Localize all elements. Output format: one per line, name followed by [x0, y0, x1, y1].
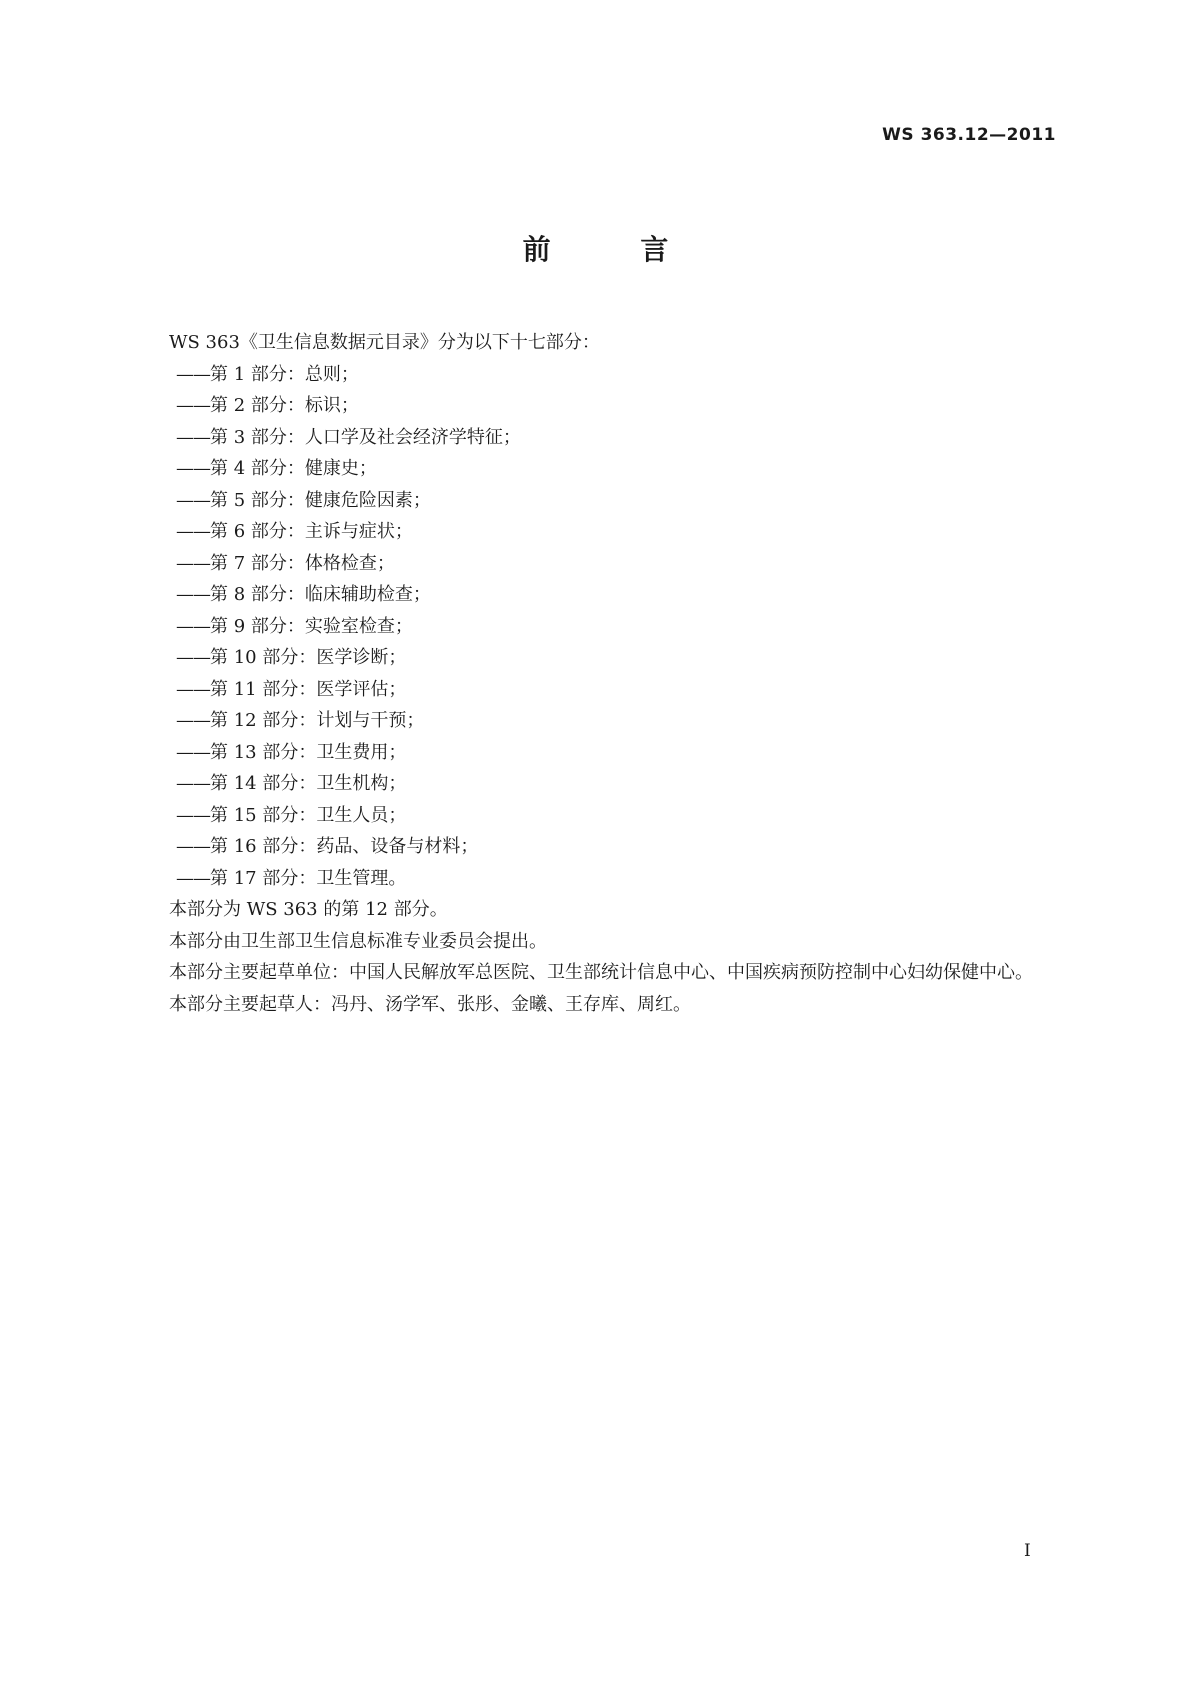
body-paragraph: 本部分由卫生部卫生信息标准专业委员会提出。 — [169, 930, 547, 952]
list-item-text: 第 11 部分：医学评估； — [210, 678, 407, 700]
list-item — [133, 705, 1058, 737]
list-item — [133, 768, 1058, 800]
body-paragraph: 本部分主要起草人：冯丹、汤学军、张彤、金曦、王存库、周红。 — [169, 993, 691, 1015]
list-item-text: 第 17 部分：卫生管理。 — [210, 867, 407, 889]
body-paragraph: 本部分主要起草单位：中国人民解放军总医院、卫生部统计信息中心、中国疾病预防控制中心妇幼保健中心。 — [169, 962, 1033, 983]
list-item — [133, 516, 1058, 548]
list-item-text: 第 7 部分：体格检查； — [210, 552, 395, 574]
list-dash: —— — [176, 552, 210, 574]
list-dash: —— — [176, 773, 210, 794]
standard-code: WS 363.12—2011 — [882, 125, 1056, 145]
list-dash: —— — [176, 615, 210, 637]
list-dash: —— — [176, 458, 210, 479]
intro-paragraph: WS 363《卫生信息数据元目录》分为以下十七部分： — [169, 332, 600, 353]
list-item — [133, 642, 1058, 674]
list-item-text: 第 2 部分：标识； — [210, 395, 359, 416]
document-body — [133, 327, 1058, 1020]
list-dash: —— — [176, 741, 210, 763]
list-item — [133, 674, 1058, 706]
list-item-text: 第 12 部分：计划与干预； — [210, 710, 425, 731]
list-dash: —— — [176, 395, 210, 416]
list-item — [133, 548, 1058, 580]
list-item-text: 第 5 部分：健康危险因素； — [210, 489, 431, 511]
list-item — [133, 863, 1058, 895]
list-item — [133, 831, 1058, 863]
list-dash: —— — [176, 710, 210, 731]
list-item-text: 第 3 部分：人口学及社会经济学特征； — [210, 426, 521, 448]
list-item — [133, 453, 1058, 485]
list-item-text: 第 16 部分：药品、设备与材料； — [210, 836, 479, 857]
list-item-text: 第 9 部分：实验室检查； — [210, 615, 413, 637]
list-item-text: 第 4 部分：健康史； — [210, 458, 377, 479]
list-dash: —— — [176, 363, 210, 385]
parts-list — [133, 359, 1058, 895]
list-item-text: 第 13 部分：卫生费用； — [210, 741, 407, 763]
body-paragraph: 本部分为 WS 363 的第 12 部分。 — [169, 899, 448, 920]
list-item-text: 第 8 部分：临床辅助检查； — [210, 584, 431, 605]
list-dash: —— — [176, 521, 210, 542]
list-item — [133, 579, 1058, 611]
page-number: I — [1024, 1541, 1031, 1561]
list-item — [133, 611, 1058, 643]
list-item-text: 第 10 部分：医学诊断； — [210, 647, 407, 668]
list-dash: —— — [176, 426, 210, 448]
list-item — [133, 359, 1058, 391]
list-dash: —— — [176, 804, 210, 826]
list-item-text: 第 6 部分：主诉与症状； — [210, 521, 413, 542]
list-item-text: 第 1 部分：总则； — [210, 363, 359, 385]
list-dash: —— — [176, 584, 210, 605]
list-item — [133, 800, 1058, 832]
list-item — [133, 422, 1058, 454]
list-dash: —— — [176, 867, 210, 889]
list-item — [133, 390, 1058, 422]
list-item-text: 第 14 部分：卫生机构； — [210, 773, 407, 794]
list-item — [133, 485, 1058, 517]
list-dash: —— — [176, 489, 210, 511]
list-dash: —— — [176, 678, 210, 700]
page-title: 前 言 — [522, 233, 709, 266]
list-dash: —— — [176, 836, 210, 857]
list-item-text: 第 15 部分：卫生人员； — [210, 804, 407, 826]
list-dash: —— — [176, 647, 210, 668]
list-item — [133, 737, 1058, 769]
